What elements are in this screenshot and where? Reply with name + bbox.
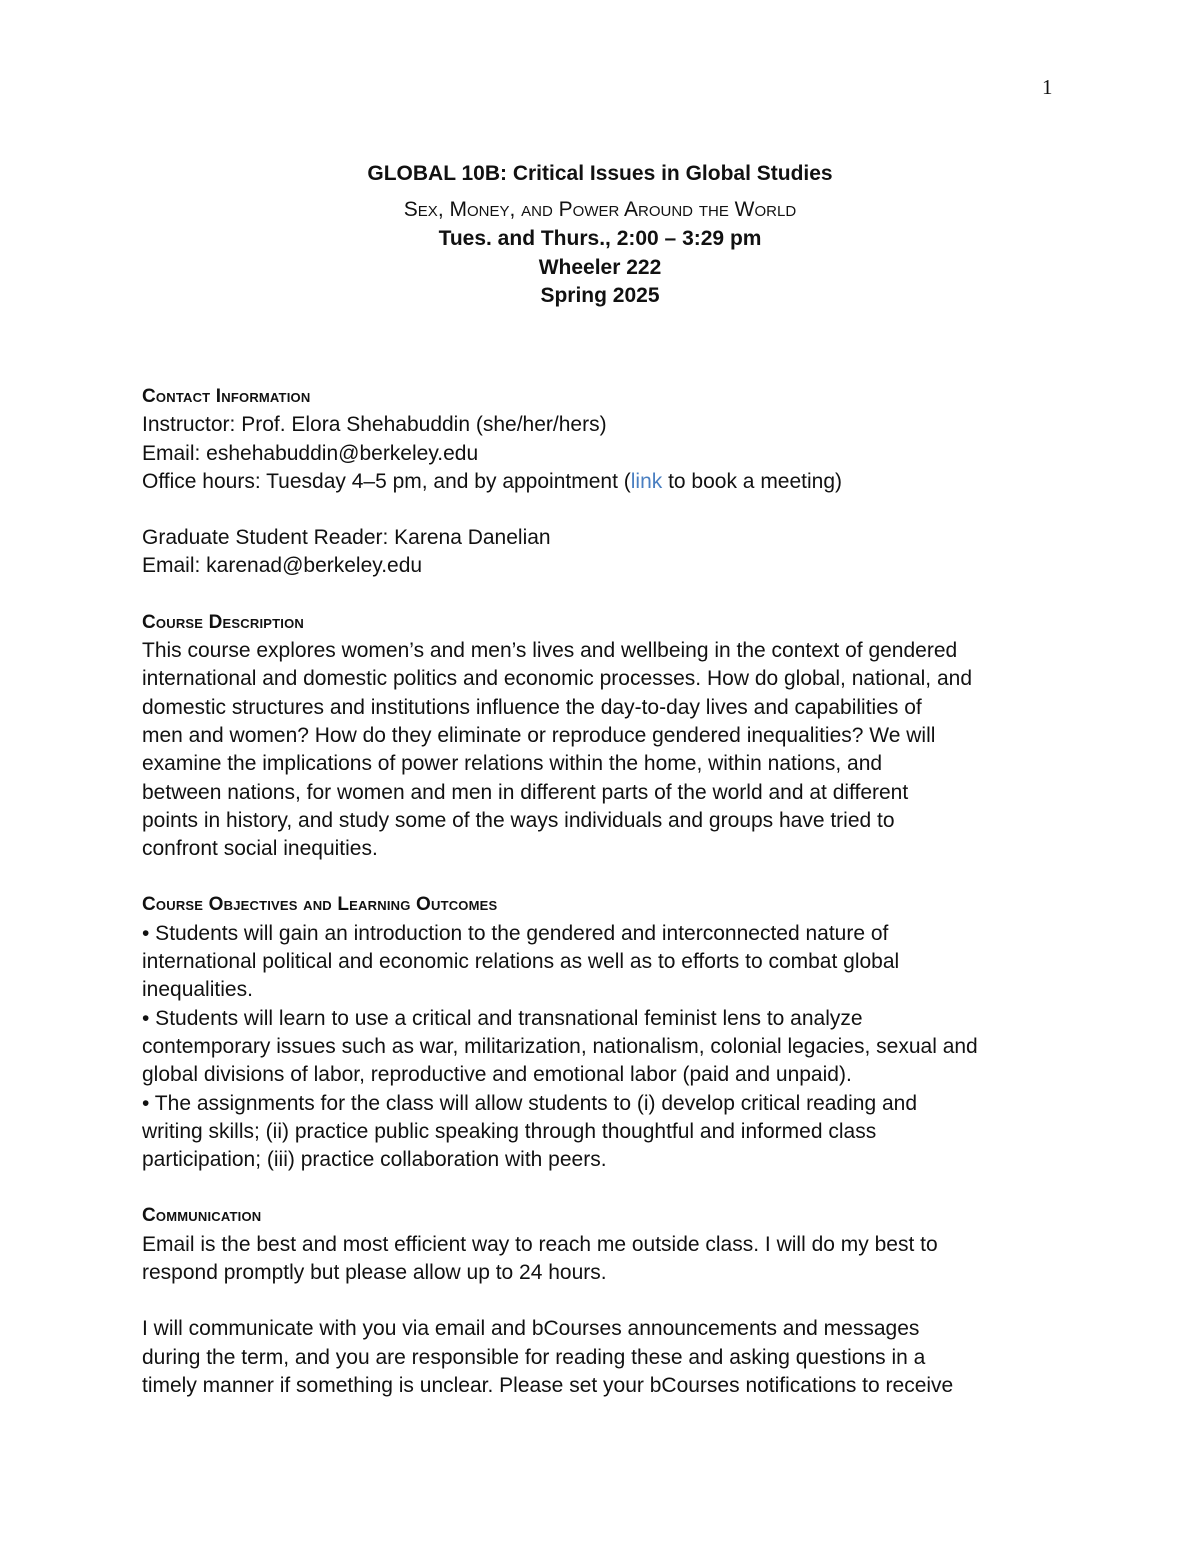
description-line: between nations, for women and men in different parts of the world and at different <box>142 780 909 804</box>
objective-line: participation; (iii) practice collaboration with peers. <box>142 1148 607 1172</box>
office-hours-line <box>142 468 1072 496</box>
objective-line: • Students will gain an introduction to the gendered and interconnected nature of <box>142 921 889 945</box>
description-line: This course explores women’s and men’s lives and wellbeing in the context of gendered <box>142 639 958 663</box>
description-line: confront social inequities. <box>142 837 378 861</box>
instructor-line: Instructor: Prof. Elora Shehabuddin (she/her/hers) <box>142 413 607 437</box>
description-line: international and domestic politics and economic processes. How do global, national, and <box>142 667 972 691</box>
description-line: examine the implications of power relations within the home, within nations, and <box>142 752 883 776</box>
objective-line: • The assignments for the class will allow students to (i) develop critical reading and <box>142 1091 918 1115</box>
course-term: Spring 2025 <box>540 284 660 307</box>
instructor-email: Email: eshehabuddin@berkeley.edu <box>142 441 479 465</box>
course-code: GLOBAL 10B: Critical Issues in Global Studies <box>367 162 833 185</box>
communication-paragraph-2 <box>142 1315 1072 1400</box>
communication-line: respond promptly but please allow up to 24 hours. <box>142 1261 607 1285</box>
communication-line: Email is the best and most efficient way to reach me outside class. I will do my best to <box>142 1232 938 1256</box>
reader-section <box>142 524 1072 581</box>
booking-link[interactable]: link <box>630 469 663 493</box>
objective-line: inequalities. <box>142 978 253 1002</box>
description-section <box>142 609 1072 864</box>
communication-line: during the term, and you are responsible for reading these and asking questions in a <box>142 1345 926 1369</box>
communication-heading: Communication <box>142 1205 262 1227</box>
course-location: Wheeler 222 <box>538 255 662 279</box>
objective-line: • Students will learn to use a critical and transnational feminist lens to analyze <box>142 1006 863 1030</box>
syllabus-body <box>142 383 1072 1428</box>
page-number: 1 <box>1042 75 1053 99</box>
office-hours-text-end: to book a meeting) <box>662 469 843 493</box>
objectives-heading: Course Objectives and Learning Outcomes <box>142 894 498 916</box>
contact-heading: Contact Information <box>142 386 311 407</box>
communication-section <box>142 1202 1072 1287</box>
course-title: Sex, Money, and Power Around the World <box>403 198 797 221</box>
description-line: points in history, and study some of the ways individuals and groups have tried to <box>142 808 895 832</box>
communication-line: timely manner if something is unclear. Please set your bCourses notifications to receive <box>142 1373 954 1397</box>
objective-line: writing skills; (ii) practice public speaking through thoughtful and informed class <box>142 1119 877 1143</box>
reader-email: Email: karenad@berkeley.edu <box>142 554 423 578</box>
course-schedule: Tues. and Thurs., 2:00 – 3:29 pm <box>438 227 762 250</box>
office-hours-text: Office hours: Tuesday 4–5 pm, and by appointment ( <box>142 469 631 493</box>
objective-line: contemporary issues such as war, militarization, nationalism, colonial legacies, sexual and <box>142 1034 978 1058</box>
communication-line: I will communicate with you via email and bCourses announcements and messages <box>142 1317 920 1341</box>
contact-section <box>142 383 1072 496</box>
description-line: domestic structures and institutions influence the day-to-day lives and capabilities of <box>142 695 922 719</box>
reader-line: Graduate Student Reader: Karena Danelian <box>142 526 551 550</box>
objective-line: global divisions of labor, reproductive and emotional labor (paid and unpaid). <box>142 1063 852 1087</box>
objectives-section <box>142 891 1072 1174</box>
description-line: men and women? How do they eliminate or reproduce gendered inequalities? We will <box>142 723 936 747</box>
objective-line: international political and economic relations as well as to efforts to combat global <box>142 950 900 974</box>
description-heading: Course Description <box>142 611 305 633</box>
syllabus-header <box>0 159 1200 311</box>
